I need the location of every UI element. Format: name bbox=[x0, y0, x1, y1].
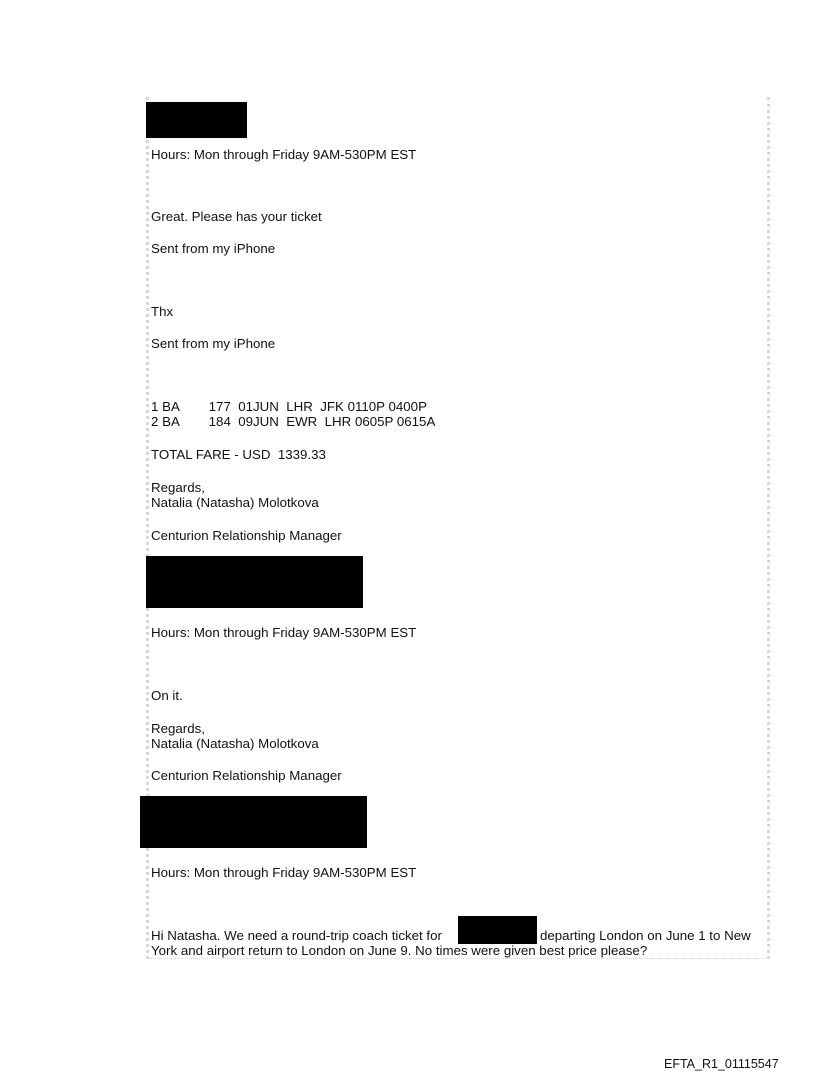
signature-title: Centurion Relationship Manager bbox=[151, 768, 342, 783]
sent-from-iphone: Sent from my iPhone bbox=[151, 241, 276, 256]
redaction-inline bbox=[458, 916, 537, 944]
hours-line: Hours: Mon through Friday 9AM-530PM EST bbox=[151, 865, 417, 880]
request-text-part1: Hi Natasha. We need a round-trip coach ticket for bbox=[151, 928, 442, 943]
message-text: On it. bbox=[151, 688, 183, 703]
hours-line: Hours: Mon through Friday 9AM-530PM EST bbox=[151, 625, 417, 640]
request-text-line2: York and airport return to London on June 9. No times were given best price please? bbox=[151, 943, 648, 958]
message-text: Great. Please has your ticket bbox=[151, 209, 322, 224]
signature-title: Centurion Relationship Manager bbox=[151, 528, 342, 543]
redaction-block bbox=[146, 556, 363, 608]
redaction-block bbox=[146, 102, 247, 138]
regards: Regards, bbox=[151, 721, 205, 736]
itinerary-line-1: 1 BA 177 01JUN LHR JFK 0110P 0400P bbox=[151, 399, 427, 414]
request-text-part2: departing London on June 1 to New bbox=[540, 928, 751, 943]
signature-name: Natalia (Natasha) Molotkova bbox=[151, 495, 319, 510]
signature-name: Natalia (Natasha) Molotkova bbox=[151, 736, 319, 751]
redaction-block bbox=[140, 796, 367, 848]
itinerary-line-2: 2 BA 184 09JUN EWR LHR 0605P 0615A bbox=[151, 414, 436, 429]
regards: Regards, bbox=[151, 480, 205, 495]
sent-from-iphone: Sent from my iPhone bbox=[151, 336, 276, 351]
message-text: Thx bbox=[151, 304, 174, 319]
hours-line: Hours: Mon through Friday 9AM-530PM EST bbox=[151, 147, 417, 162]
total-fare: TOTAL FARE - USD 1339.33 bbox=[151, 447, 326, 462]
document-id: EFTA_R1_01115547 bbox=[664, 1057, 779, 1071]
